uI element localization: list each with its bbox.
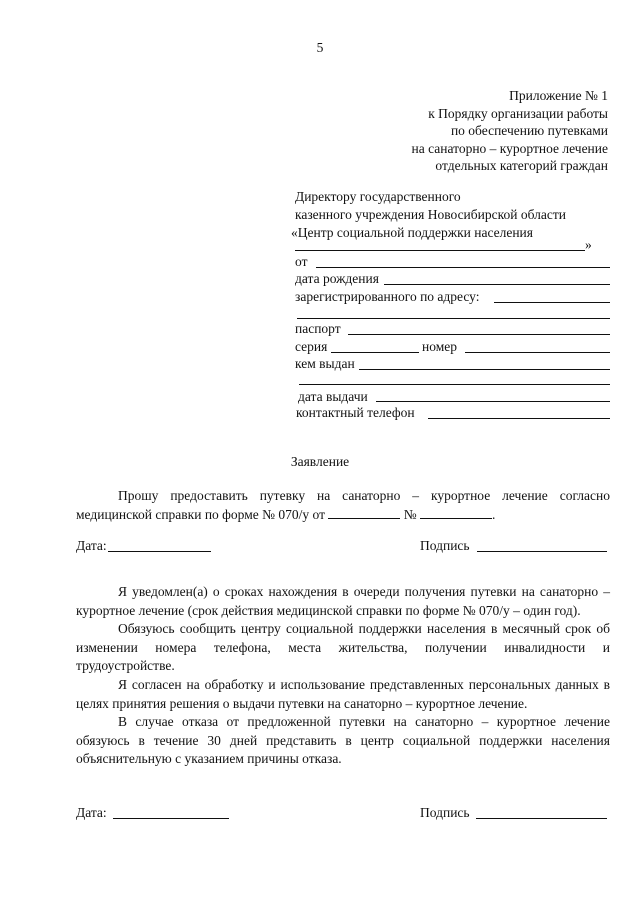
issue-date-field[interactable]	[376, 401, 610, 402]
series-label: серия	[295, 339, 328, 354]
phone-field[interactable]	[428, 418, 610, 419]
certificate-number-field[interactable]	[420, 506, 492, 519]
signature-field-2[interactable]	[476, 818, 607, 819]
birth-date-field[interactable]	[384, 284, 610, 285]
notice-paragraph: В случае отказа от предложенной путевки на санаторно – курортное лечение обязуюсь в течение 30 дней представить в центр социальной поддержки населения объяснительную с указанием причины отказа.	[76, 714, 610, 767]
appendix-line: к Порядку организации работы	[428, 105, 608, 121]
notice-paragraph: Я согласен на обработку и использование представленных персональных данных в целях принятия решения о выдачи путевки на санаторно – курортное лечение.	[76, 676, 610, 711]
date-label-2: Дата:	[76, 805, 107, 820]
address-label: зарегистрированного по адресу:	[295, 289, 480, 304]
number-sign: №	[403, 506, 417, 522]
page-number: 5	[316, 40, 324, 55]
from-label: от	[295, 254, 308, 269]
request-paragraph	[76, 487, 610, 524]
birth-date-label: дата рождения	[295, 271, 379, 286]
phone-label: контактный телефон	[296, 405, 415, 420]
address-field[interactable]	[494, 302, 610, 303]
issued-by-field[interactable]	[359, 369, 610, 370]
issued-by-field-2[interactable]	[299, 384, 610, 385]
appendix-line: Приложение № 1	[509, 88, 608, 103]
number-field[interactable]	[465, 352, 610, 353]
request-period: .	[492, 506, 496, 522]
addressee-line: «Центр социальной поддержки населения	[291, 225, 533, 240]
signature-label-2: Подпись	[420, 805, 470, 820]
addressee-line: казенного учреждения Новосибирской области	[295, 207, 566, 222]
date-field-2[interactable]	[113, 818, 229, 819]
passport-field[interactable]	[348, 334, 610, 335]
appendix-line: по обеспечению путевками	[450, 123, 608, 138]
quote-close: »	[585, 237, 592, 252]
issued-by-label: кем выдан	[295, 356, 355, 371]
date-label: Дата:	[76, 538, 107, 553]
number-label: номер	[422, 339, 458, 354]
appendix-header	[411, 87, 608, 175]
passport-label: паспорт	[295, 321, 341, 336]
issue-date-label: дата выдачи	[298, 389, 368, 404]
address-field-2[interactable]	[297, 318, 610, 319]
from-field[interactable]	[316, 267, 610, 268]
appendix-line: на санаторно – курортное лечение	[411, 140, 608, 156]
center-name-blank[interactable]	[295, 250, 585, 251]
certificate-date-field[interactable]	[328, 506, 400, 519]
notice-paragraphs	[76, 583, 610, 769]
request-text: Прошу предоставить путевку на санаторно – курортное лечение согласно медицинской справки по форме № 070/у от	[76, 488, 610, 522]
document-title: Заявление	[290, 454, 350, 469]
notice-paragraph: Обязуюсь сообщить центру социальной поддержки населения в месячный срок об изменении номера телефона, места жительства, получении инвалидности и трудоустройстве.	[76, 621, 610, 674]
signature-field[interactable]	[477, 551, 607, 552]
signature-label: Подпись	[420, 538, 470, 553]
appendix-line: отдельных категорий граждан	[435, 158, 608, 173]
series-field[interactable]	[331, 352, 419, 353]
addressee-line: Директору государственного	[295, 189, 461, 204]
date-field[interactable]	[108, 551, 211, 552]
notice-paragraph: Я уведомлен(а) о сроках нахождения в очереди получения путевки на санаторно – курортное лечение (срок действия медицинской справки по форме № 070/у – один год).	[76, 584, 610, 618]
